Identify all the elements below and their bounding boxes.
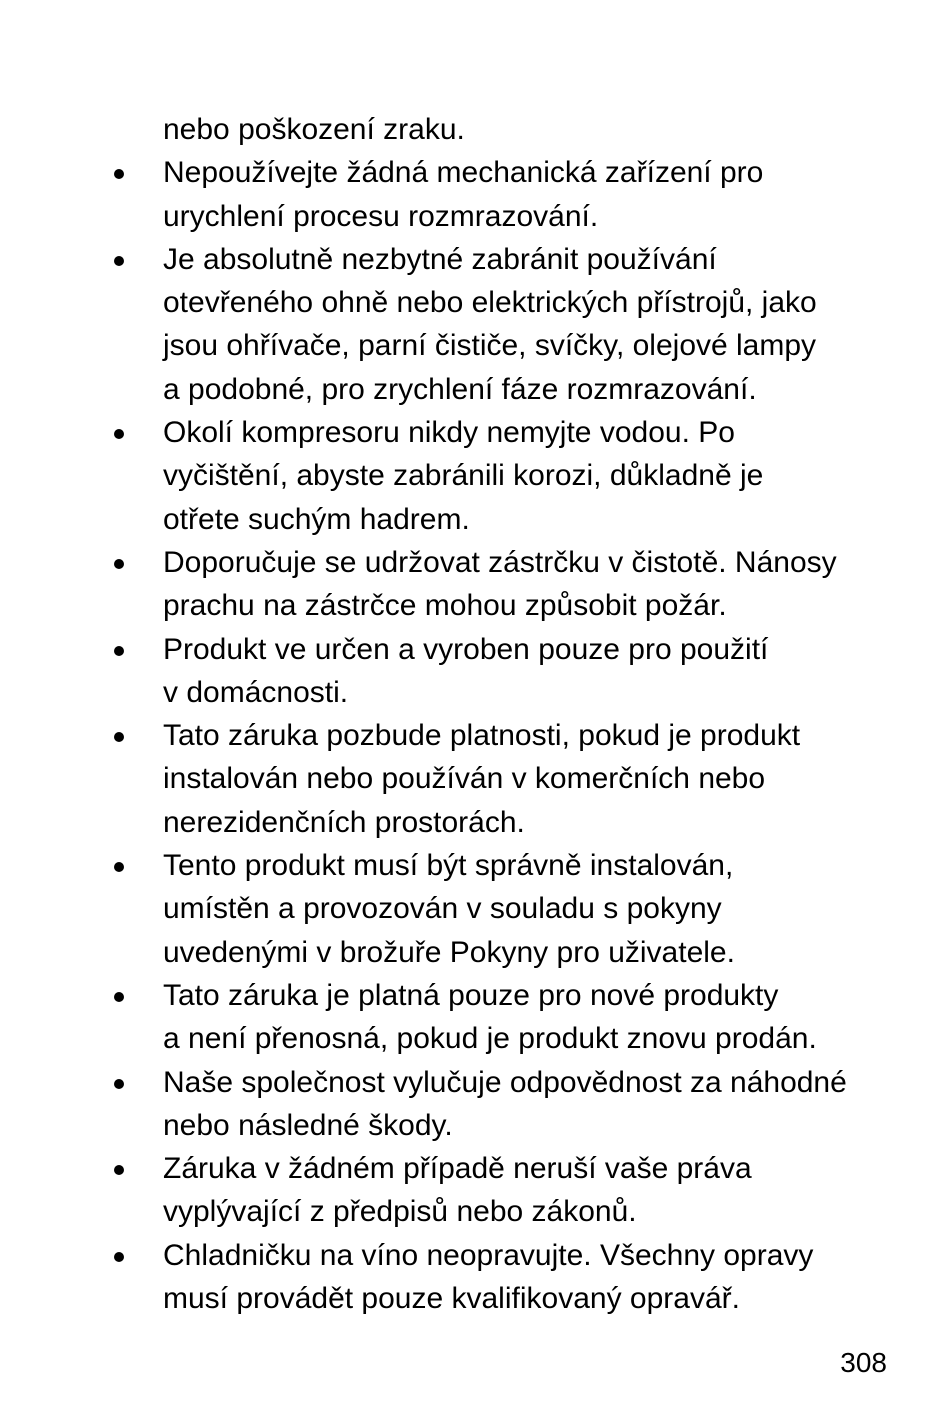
list-item xyxy=(163,974,903,1061)
list-item-text: Tato záruka je platná pouze pro nové produkty a není přenosná, pokud je produkt znovu prodán. xyxy=(163,978,817,1056)
bullet-icon xyxy=(114,559,124,569)
list-item xyxy=(163,1147,903,1234)
list-item xyxy=(163,1234,903,1321)
list-item-text: Okolí kompresoru nikdy nemyjte vodou. Po vyčištění, abyste zabránili korozi, důkladně je otřete suchým hadrem. xyxy=(163,416,764,536)
list-item-text: Tato záruka pozbude platnosti, pokud je produkt instalován nebo používán v komerčních nebo nerezidenčních prostorách. xyxy=(163,719,801,839)
list-item xyxy=(163,411,903,541)
continued-text: nebo poškození zraku. xyxy=(163,113,465,146)
list-item-text: Nepoužívejte žádná mechanická zařízení pro urychlení procesu rozmrazování. xyxy=(163,156,764,233)
list-item xyxy=(163,844,903,974)
list-item xyxy=(163,151,903,238)
bullet-icon xyxy=(114,1079,124,1089)
list-item-text: Produkt ve určen a vyroben pouze pro použití v domácnosti. xyxy=(163,632,769,709)
bullet-icon xyxy=(114,256,124,266)
bullet-list xyxy=(163,151,903,1320)
list-item-text: Doporučuje se udržovat zástrčku v čistotě. Nánosy prachu na zástrčce mohou způsobit požár. xyxy=(163,545,837,623)
list-item xyxy=(163,541,903,628)
bullet-icon xyxy=(114,992,124,1002)
bullet-icon xyxy=(114,429,124,439)
list-item xyxy=(163,628,903,715)
page-number: 308 xyxy=(840,1347,887,1378)
list-item xyxy=(163,238,903,411)
bullet-icon xyxy=(114,732,124,742)
list-item-text: Naše společnost vylučuje odpovědnost za náhodné nebo následné škody. xyxy=(163,1065,847,1142)
list-item-text: Záruka v žádném případě neruší vaše práva vyplývající z předpisů nebo zákonů. xyxy=(163,1152,752,1229)
bullet-icon xyxy=(114,169,124,179)
list-item-text: Je absolutně nezbytné zabránit používání otevřeného ohně nebo elektrických přístrojů, jako jsou ohřívače, parní čističe, svíčky, olejové lampy a podobné, pro zrychlení fáze rozmrazování. xyxy=(163,242,817,406)
list-item-text: Chladničku na víno neopravujte. Všechny opravy musí provádět pouze kvalifikovaný opravář. xyxy=(163,1238,814,1316)
list-item xyxy=(163,714,903,844)
list-item xyxy=(163,1061,903,1148)
bullet-icon xyxy=(114,1165,124,1175)
list-item-text: Tento produkt musí být správně instalován, umístěn a provozován v souladu s pokyny uvedenými v brožuře Pokyny pro uživatele. xyxy=(163,849,735,969)
bullet-icon xyxy=(114,1252,124,1262)
bullet-icon xyxy=(114,646,124,656)
page-content xyxy=(163,108,903,1320)
bullet-icon xyxy=(114,862,124,872)
